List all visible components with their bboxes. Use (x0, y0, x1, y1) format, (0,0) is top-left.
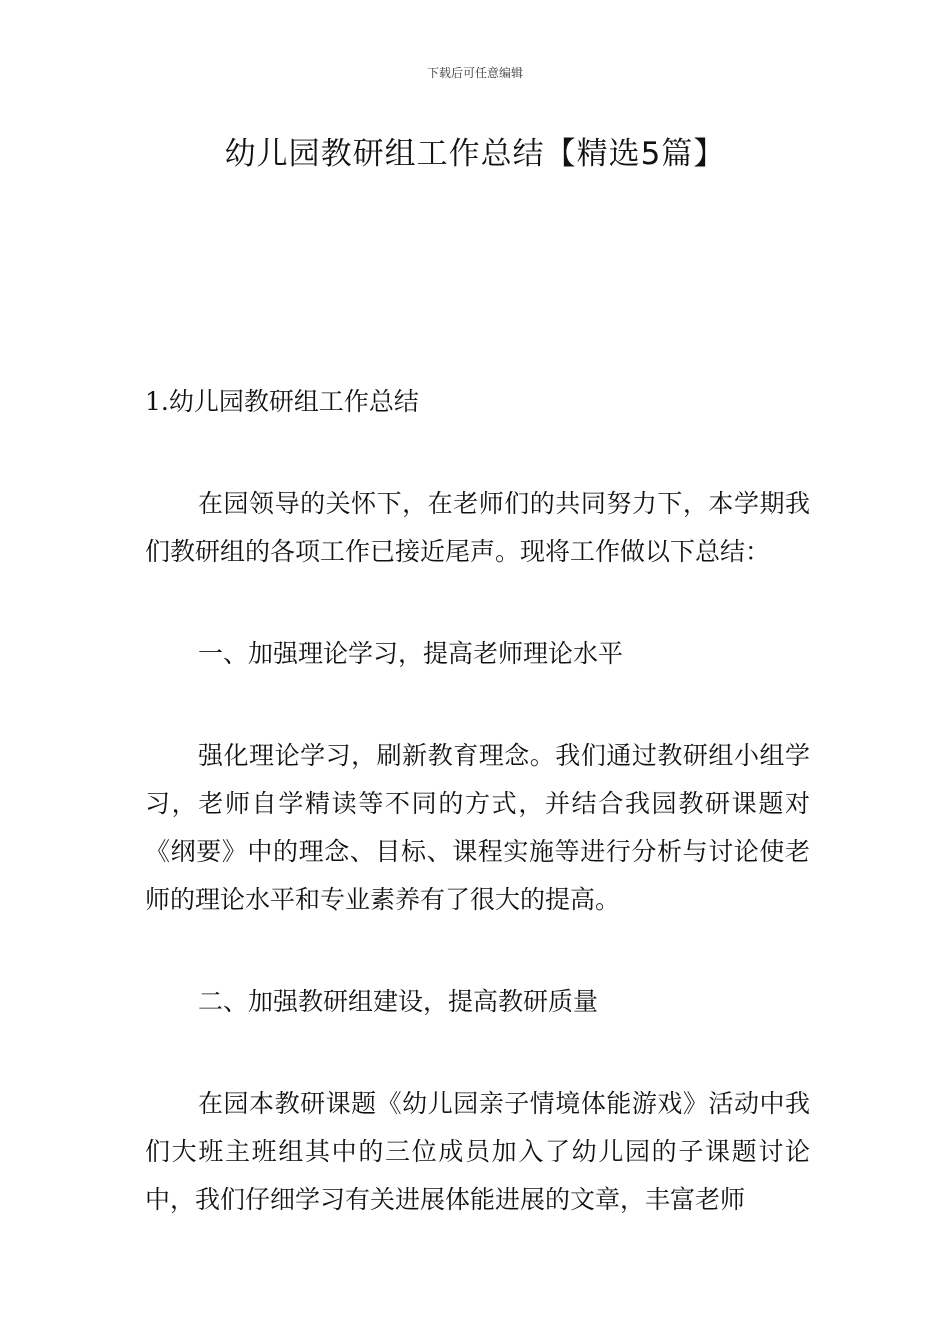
paragraph-theory-study: 强化理论学习，刷新教育理念。我们通过教研组小组学习，老师自学精读等不同的方式，并结合我园教研课题对《纲要》中的理念、目标、课程实施等进行分析与讨论使老师的理论水平和专业素养有了很大的提高。 (145, 741, 810, 914)
subheading-theory-study: 一、加强理论学习，提高老师理论水平 (198, 639, 624, 668)
document-body (145, 378, 810, 1224)
subheading-group-building: 二、加强教研组建设，提高教研质量 (198, 987, 599, 1016)
spacer (145, 426, 810, 480)
paragraph-group-building: 在园本教研课题《幼儿园亲子情境体能游戏》活动中我们大班主班组其中的三位成员加入了幼儿园的子课题讨论中，我们仔细学习有关进展体能进展的文章，丰富老师 (145, 1089, 810, 1214)
spacer (145, 1026, 810, 1080)
spacer (145, 678, 810, 732)
header-note: 下载后可任意编辑 (426, 66, 523, 80)
section-heading: 1.幼儿园教研组工作总结 (145, 387, 419, 416)
spacer (145, 924, 810, 978)
paragraph-intro: 在园领导的关怀下，在老师们的共同努力下，本学期我们教研组的各项工作已接近尾声。现将工作做以下总结： (145, 489, 810, 566)
document-title: 幼儿园教研组工作总结【精选5篇】 (224, 136, 726, 172)
spacer (145, 576, 810, 630)
